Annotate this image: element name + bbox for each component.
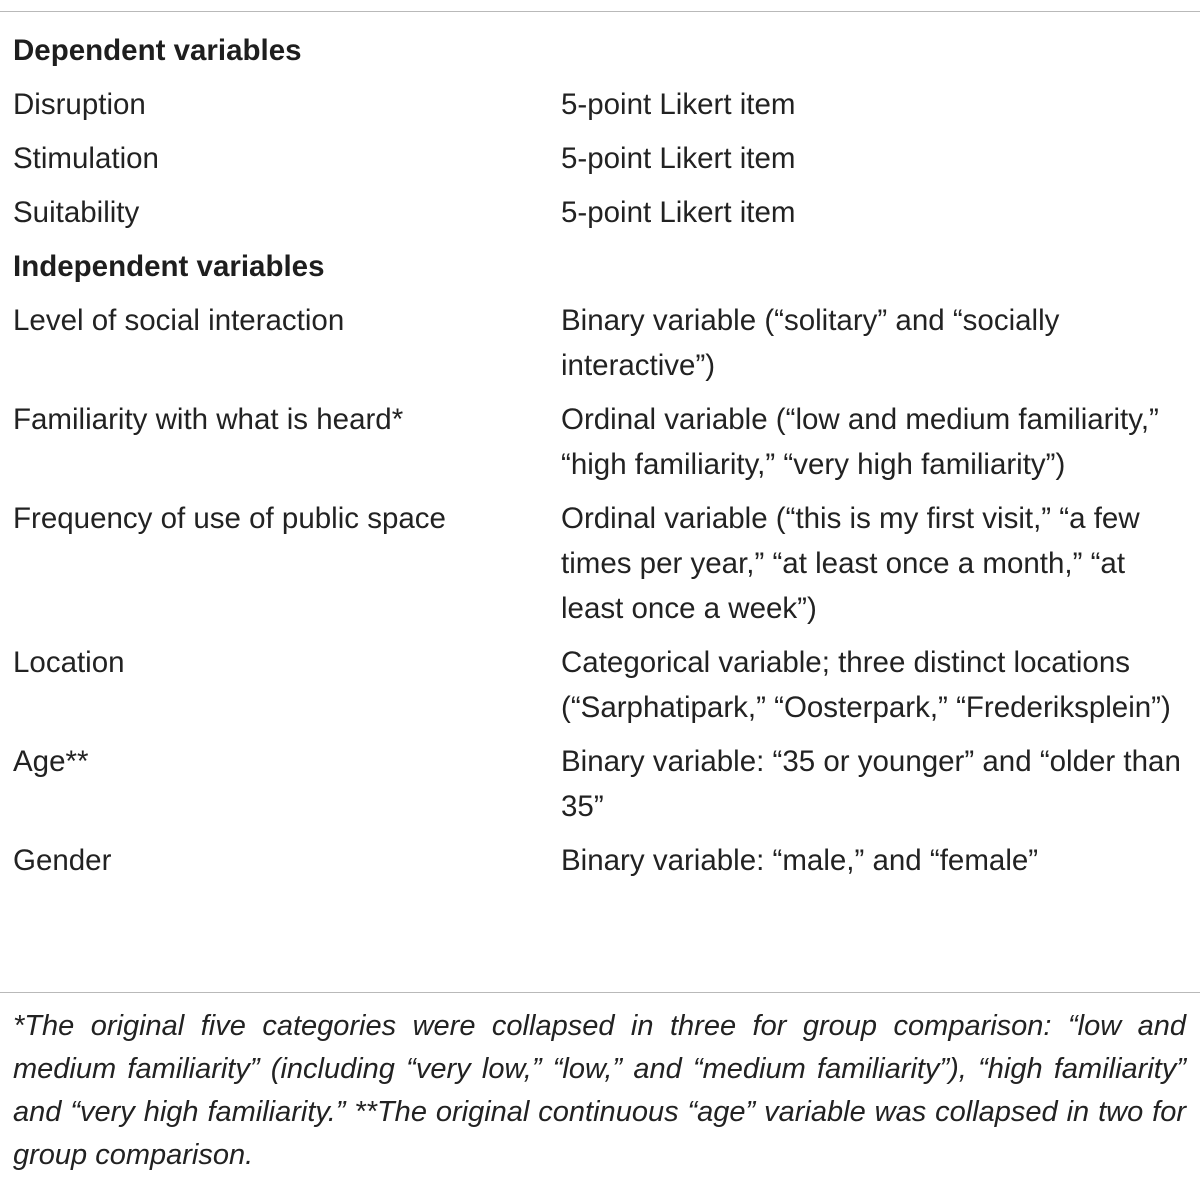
- bottom-rule: [0, 992, 1200, 993]
- table-body: [13, 28, 1193, 892]
- variable-name: Stimulation: [13, 142, 159, 175]
- variable-measure: Binary variable: “35 or younger” and “older than 35”: [561, 745, 1181, 823]
- variable-measure: Categorical variable; three distinct locations (“Sarphatipark,” “Oosterpark,” “Frederiksplein”): [561, 646, 1171, 724]
- table-row: [13, 838, 1193, 883]
- variable-measure: Binary variable: “male,” and “female”: [561, 844, 1039, 877]
- variable-name: Suitability: [13, 196, 140, 229]
- variable-measure: 5-point Likert item: [561, 88, 796, 121]
- top-rule: [0, 11, 1200, 12]
- variable-name: Familiarity with what is heard*: [13, 403, 404, 436]
- variable-name: Gender: [13, 844, 112, 877]
- variable-measure: Ordinal variable (“low and medium familiarity,” “high familiarity,” “very high familiarity”): [561, 403, 1159, 481]
- section-heading-dependent: Dependent variables: [13, 34, 302, 67]
- variable-measure: 5-point Likert item: [561, 196, 796, 229]
- variable-measure: Binary variable (“solitary” and “socially interactive”): [561, 304, 1060, 382]
- table-row: [13, 640, 1193, 730]
- section-heading-independent: Independent variables: [13, 250, 325, 283]
- variable-measure: Ordinal variable (“this is my first visit,” “a few times per year,” “at least once a month,” “at least once a week”): [561, 502, 1140, 625]
- table-row: [13, 190, 1193, 235]
- variable-name: Frequency of use of public space: [13, 502, 446, 535]
- variable-name: Age**: [13, 745, 89, 778]
- table-row: [13, 136, 1193, 181]
- variable-measure: 5-point Likert item: [561, 142, 796, 175]
- variable-name: Disruption: [13, 88, 146, 121]
- table-footnote: *The original five categories were collapsed in three for group comparison: “low and medium familiarity” (including “very low,” “low,” and “medium familiarity”), “high familiarity” and “very high familiarity.” **The original continuous “age” variable was collapsed in two for group comparison.: [13, 1010, 1186, 1171]
- table-row: [13, 397, 1193, 487]
- table-row: [13, 496, 1193, 631]
- table-row: [13, 82, 1193, 127]
- table-row: [13, 298, 1193, 388]
- variable-name: Level of social interaction: [13, 304, 345, 337]
- table-row: [13, 739, 1193, 829]
- variable-name: Location: [13, 646, 125, 679]
